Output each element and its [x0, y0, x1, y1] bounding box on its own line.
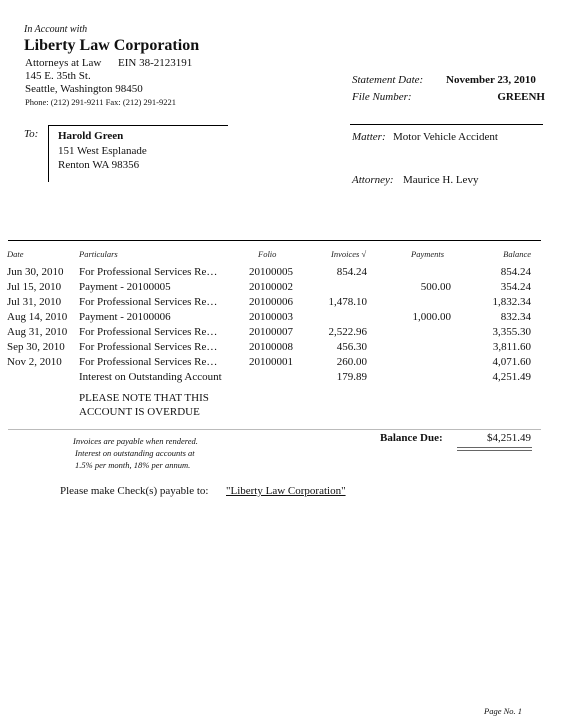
balance-due-label: Balance Due:	[380, 432, 443, 444]
row-date: Jul 15, 2010	[7, 281, 62, 293]
firm-phone-fax: Phone: (212) 291-9211 Fax: (212) 291-9221	[25, 97, 177, 107]
row-date: Nov 2, 2010	[7, 356, 62, 368]
payable-label: Please make Check(s) payable to:	[60, 485, 209, 497]
recipient-city: Renton WA 98356	[58, 159, 140, 171]
row-particulars: Payment - 20100006	[79, 311, 171, 323]
row-payment: 1,000.00	[412, 311, 451, 323]
col-header-invoices: Invoices √	[331, 249, 367, 259]
balance-due-underline-1	[457, 447, 532, 448]
row-folio: 20100006	[249, 296, 293, 308]
in-account-with: In Account with	[24, 24, 88, 35]
col-header-folio: Folio	[258, 249, 277, 259]
table-top-rule	[8, 240, 541, 241]
row-date: Jun 30, 2010	[7, 266, 64, 278]
row-folio: 20100008	[249, 341, 293, 353]
recipient-box-left	[48, 125, 49, 182]
balance-due-value: $4,251.49	[487, 432, 531, 444]
firm-address2: Seattle, Washington 98450	[25, 83, 143, 95]
terms-line2: Interest on outstanding accounts at	[75, 448, 195, 458]
row-balance: 1,832.34	[492, 296, 531, 308]
overdue-notice-line1: PLEASE NOTE THAT THIS	[79, 392, 209, 404]
matter-label: Matter:	[352, 131, 386, 143]
col-header-balance: Balance	[503, 249, 531, 259]
row-invoice: 179.89	[336, 371, 367, 383]
row-particulars: Interest on Outstanding Account	[79, 371, 222, 383]
row-balance: 3,811.60	[492, 341, 531, 353]
row-balance: 4,251.49	[492, 371, 531, 383]
col-header-particulars: Particulars	[79, 249, 118, 259]
row-folio: 20100003	[249, 311, 293, 323]
row-particulars: For Professional Services Re…	[79, 266, 218, 278]
overdue-notice-line2: ACCOUNT IS OVERDUE	[79, 406, 200, 418]
row-invoice: 260.00	[336, 356, 367, 368]
row-particulars: For Professional Services Re…	[79, 341, 218, 353]
row-balance: 4,071.60	[492, 356, 531, 368]
table-row	[0, 266, 565, 281]
file-number-label: File Number:	[352, 91, 412, 103]
row-folio: 20100002	[249, 281, 293, 293]
row-date: Aug 31, 2010	[7, 326, 68, 338]
table-row	[0, 281, 565, 296]
row-balance: 3,355.30	[492, 326, 531, 338]
terms-line1: Invoices are payable when rendered.	[73, 436, 198, 446]
recipient-street: 151 West Esplanade	[58, 145, 147, 157]
row-date: Sep 30, 2010	[7, 341, 65, 353]
terms-line3: 1.5% per month, 18% per annum.	[75, 460, 191, 470]
table-row	[0, 356, 565, 371]
firm-name: Liberty Law Corporation	[24, 37, 200, 54]
row-invoice: 854.24	[336, 266, 367, 278]
row-folio: 20100007	[249, 326, 293, 338]
col-header-date: Date	[7, 249, 24, 259]
firm-ein: EIN 38-2123191	[118, 57, 193, 69]
row-folio: 20100005	[249, 266, 293, 278]
statement-date-value: November 23, 2010	[446, 74, 536, 86]
row-balance: 832.34	[500, 311, 531, 323]
table-row	[0, 326, 565, 341]
row-invoice: 1,478.10	[328, 296, 367, 308]
row-folio: 20100001	[249, 356, 293, 368]
row-date: Jul 31, 2010	[7, 296, 62, 308]
page-number: Page No. 1	[484, 706, 523, 716]
file-number-value: GREENH	[497, 91, 545, 103]
row-particulars: For Professional Services Re…	[79, 326, 218, 338]
recipient-box-top	[48, 125, 228, 126]
attorney-label: Attorney:	[352, 174, 394, 186]
matter-value: Motor Vehicle Accident	[393, 131, 498, 143]
row-particulars: For Professional Services Re…	[79, 296, 218, 308]
table-row	[0, 341, 565, 356]
firm-address1: 145 E. 35th St.	[25, 70, 91, 82]
row-date: Aug 14, 2010	[7, 311, 68, 323]
row-balance: 854.24	[500, 266, 531, 278]
row-payment: 500.00	[420, 281, 451, 293]
balance-due-underline-2	[457, 450, 532, 451]
recipient-name: Harold Green	[58, 130, 124, 142]
payable-value: "Liberty Law Corporation"	[226, 485, 346, 497]
row-invoice: 2,522.96	[328, 326, 367, 338]
table-row	[0, 296, 565, 311]
table-row	[0, 371, 565, 386]
attorney-value: Maurice H. Levy	[403, 174, 479, 186]
col-header-payments: Payments	[411, 249, 445, 259]
row-particulars: For Professional Services Re…	[79, 356, 218, 368]
row-balance: 354.24	[500, 281, 531, 293]
row-invoice: 456.30	[336, 341, 367, 353]
statement-divider	[350, 124, 543, 125]
firm-line1: Attorneys at Law	[25, 57, 102, 69]
statement-date-label: Statement Date:	[352, 74, 424, 86]
row-particulars: Payment - 20100005	[79, 281, 171, 293]
to-label: To:	[24, 128, 39, 140]
table-row	[0, 311, 565, 326]
table-bottom-rule	[8, 429, 541, 430]
